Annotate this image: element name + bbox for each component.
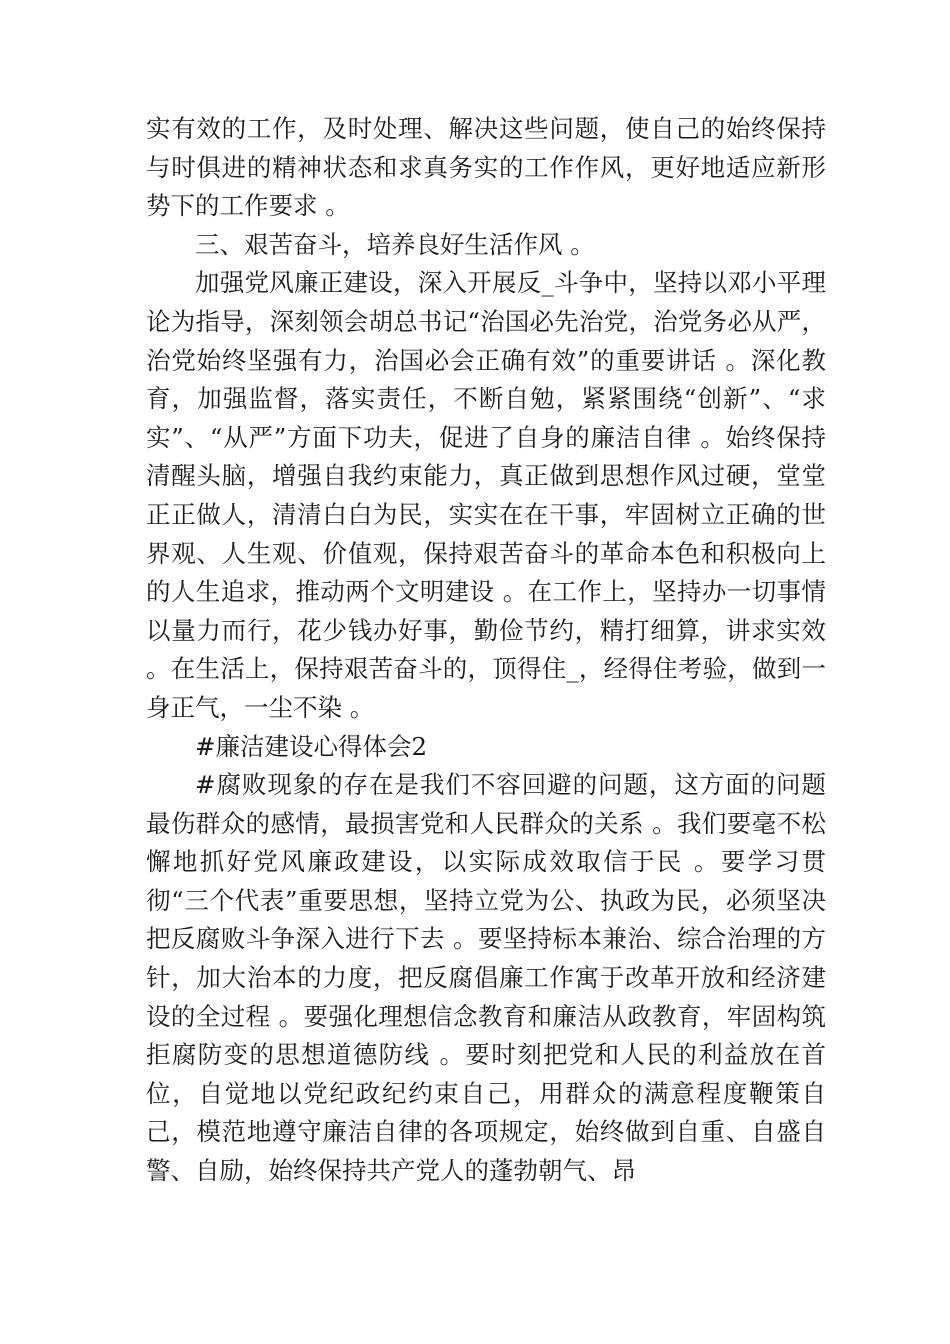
document-body — [146, 110, 826, 1191]
paragraph-anti-corruption: #腐败现象的存在是我们不容回避的问题，这方面的问题最伤群众的感情，最损害党和人民群众的关系 。我们要毫不松懈地抓好党风廉政建设，以实际成效取信于民 。要学习贯彻“三个代表”重要思想，坚持立党为公、执政为民，必须坚决把反腐败斗争深入进行下去 。要坚持标本兼治、综合治理的方针，加大治本的力度，把反腐倡廉工作寓于改革开放和经济建设的全过程 。要强化理想信念教育和廉洁从政教育，牢固构筑拒腐防变的思想道德防线 。要时刻把党和人民的利益放在首位，自觉地以党纪政纪约束自己，用群众的满意程度鞭策自己，模范地遵守廉洁自律的各项规定，始终做到自重、自盛自警、自励，始终保持共产党人的蓬勃朝气、昂 — [146, 770, 826, 1186]
section-heading-hardship: 三、艰苦奋斗，培养良好生活作风 。 — [195, 229, 595, 259]
section-heading-experience-2: #廉洁建设心得体会2 — [195, 731, 428, 761]
paragraph-party-conduct: 加强党风廉正建设，深入开展反_斗争中，坚持以邓小平理论为指导，深刻领会胡总书记“治国必先治党，治党务必从严，治党始终坚强有力，治国必会正确有效”的重要讲话 。深化教育，加强监督，落实责任，不断自勉，紧紧围绕“创新”、“求实”、“从严”方面下功夫，促进了自身的廉洁自律 。始终保持清醒头脑，增强自我约束能力，真正做到思想作风过硬，堂堂正正做人，清清白白为民，实实在在干事，牢固树立正确的世界观、人生观、价值观，保持艰苦奋斗的革命本色和积极向上的人生追求，推动两个文明建设 。在工作上，坚持办一切事情以量力而行，花少钱办好事，勤俭节约，精打细算，讲求实效 。在生活上，保持艰苦奋斗的，顶得住_，经得住考验，做到一身正气，一尘不染 。 — [146, 268, 826, 722]
paragraph-continued-text: 实有效的工作，及时处理、解决这些问题，使自己的始终保持与时俱进的精神状态和求真务实的工作作风，更好地适应新形势下的工作要求 。 — [146, 114, 826, 221]
